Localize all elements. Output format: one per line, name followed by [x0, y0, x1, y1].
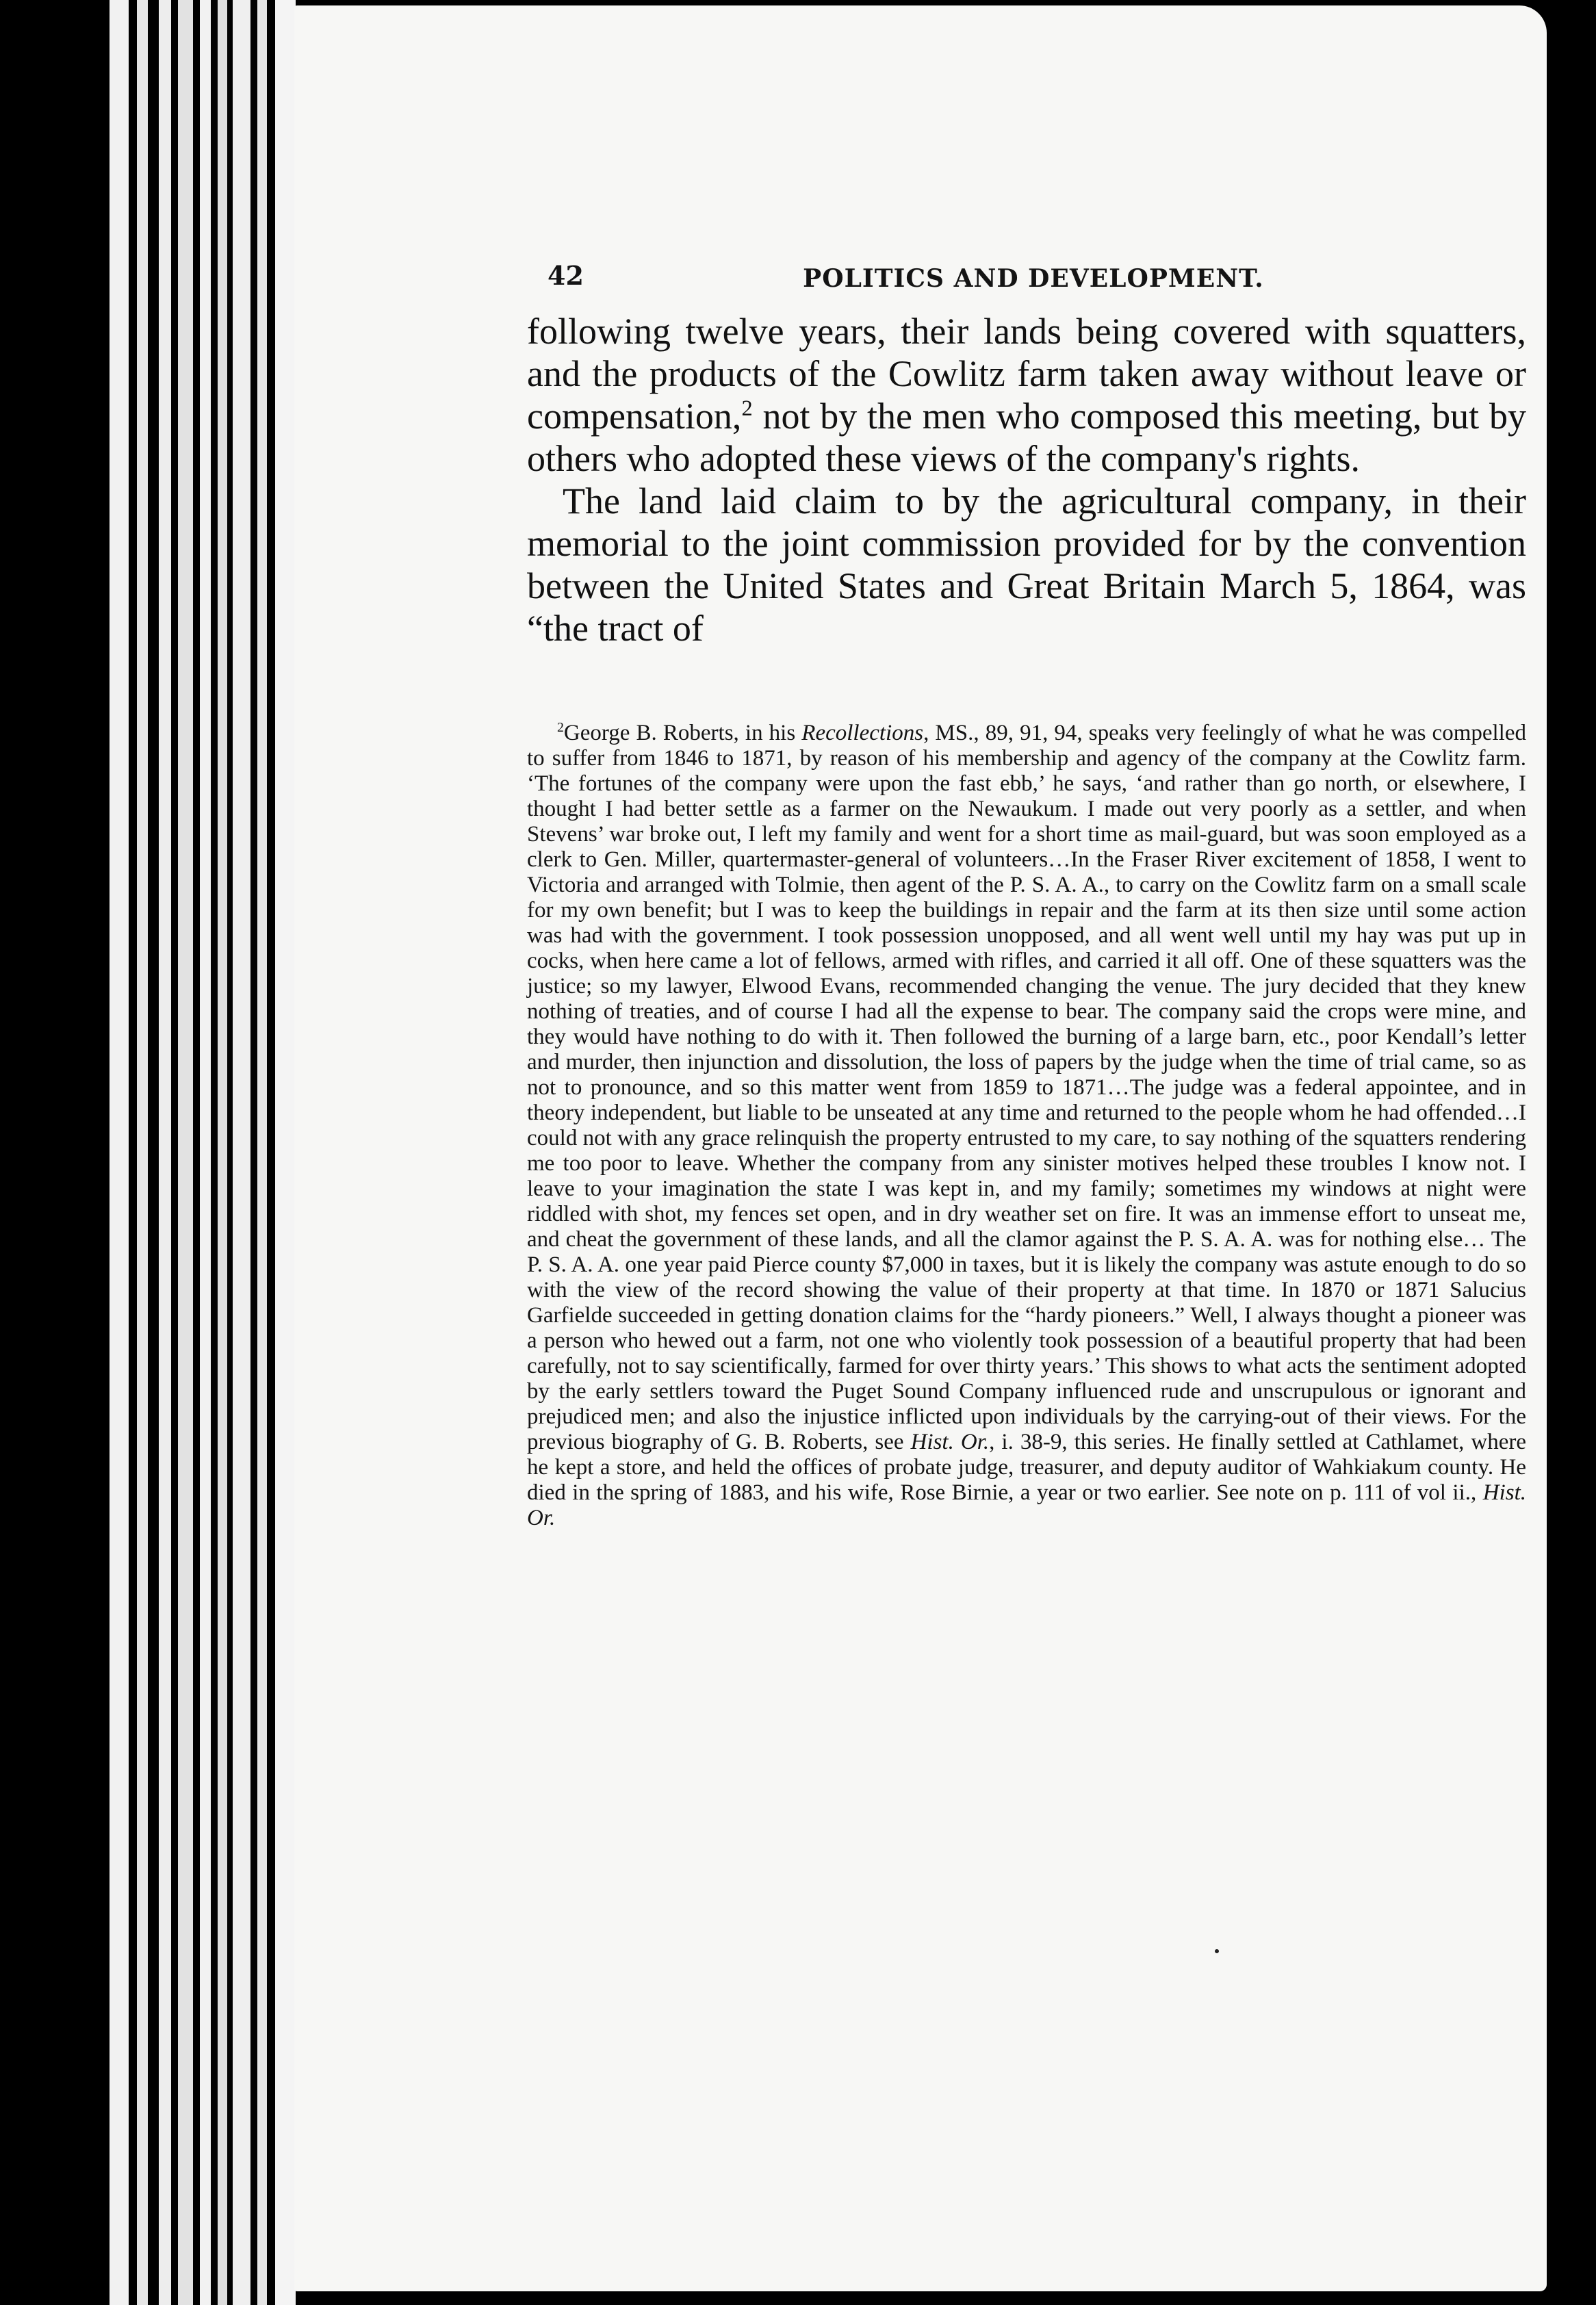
scan-speck	[1215, 1949, 1219, 1953]
paragraph: The land laid claim to by the agricultural company, in their memorial to the joint commission provided for by the convention between the United States and Great Britain March 5, 1864, was “the tract of	[527, 480, 1526, 649]
footnote	[527, 721, 1526, 1531]
footnote-text: , MS., 89, 91, 94, speaks very feelingly of what he was compelled to suffer from 1846 to 1871, by reason of his membership and agency of the company at the Cowlitz farm. ‘The fortunes of the company were upon the fast ebb,’ he says, ‘and rather than go north, or elsewhere, I thought I had better settle as a farmer on the Newaukum. I made out very poorly as a settler, and when Stevens’ war broke out, I left my family and went for a short time as mail-guard, but was soon employed as a clerk to Gen. Miller, quartermaster-general of volunteers…In the Fraser River excitement of 1858, I went to Victoria and arranged with Tolmie, then agent of the P. S. A. A., to carry on the Cowlitz farm on a small scale for my own benefit; but I was to keep the buildings in repair and the farm at its then size until some action was had with the government. I took possession unopposed, and all went well until my hay was put up in cocks, when here came a lot of fellows, armed with rifles, and carried it all off. One of these squatters was the justice; so my lawyer, Elwood Evans, recommended changing the venue. The jury decided that they knew nothing of treaties, and of course I had all the expense to bear. The company said the crops were mine, and they would have nothing to do with it. Then followed the burning of a large barn, etc., poor Kendall’s letter and murder, then injunction and dissolution, the loss of papers by the judge when the time of trial came, so as not to pronounce, and so this matter went from 1859 to 1871…The judge was a federal appointee, and in theory independent, but liable to be unseated at any time and returned to the people whom he had offended…I could not with any grace relinquish the property entrusted to my care, to say nothing of the squatters rendering me too poor to leave. Whether the company from any sinister motives helped these troubles I know not. I leave to your imagination the state I was kept in, and my family; sometimes my windows at night were riddled with shot, my fences set open, and in dry weather set on fire. It was an immense effort to unseat me, and cheat the government of these lands, and all the clamor against the P. S. A. A. was for nothing else… The P. S. A. A. one year paid Pierce county $7,000 in taxes, but it is likely the company was astute enough to do so with the view of the record showing the value of their property at that time. In 1870 or 1871 Salucius Garfielde succeeded in getting donation claims for the “hardy pioneers.” Well, I always thought a pioneer was a person who hewed out a farm, not one who violently took possession of a beautiful property that had been carefully, not to say scientifically, farmed for over thirty years.’ This shows to what acts the sentiment adopted by the early settlers toward the Puget Sound Company influenced rude and unscrupulous or ignorant and prejudiced men; and also the injustice inflicted upon individuals by the carrying-out of their views. For the previous biography of G. B. Roberts, see	[527, 721, 1526, 1454]
page-edge	[257, 0, 267, 2305]
footnote-reference-title: Hist. Or.	[527, 1480, 1526, 1530]
page-header	[548, 260, 1547, 301]
page-edge	[218, 0, 227, 2305]
footnote-source-title: Recollections	[801, 721, 924, 745]
running-title: POLITICS AND DEVELOPMENT.	[803, 264, 1264, 293]
book-page-edges	[96, 0, 301, 2305]
footnote-text: George B. Roberts, in his	[563, 721, 802, 745]
paragraph-text: following twelve years, their lands being covered with squatters, and the products of the Cowlitz farm taken away without leave or compensation,	[527, 311, 1526, 437]
page-edge	[110, 0, 129, 2305]
page-edge	[137, 0, 148, 2305]
page-edge	[233, 0, 250, 2305]
page-edge	[275, 0, 296, 2305]
page-edge	[200, 0, 211, 2305]
page-edge	[178, 0, 193, 2305]
footnote-reference: 2	[741, 396, 753, 421]
footnote-marker: 2	[557, 720, 564, 735]
paragraph-continuation	[527, 310, 1526, 480]
main-text	[527, 310, 1526, 649]
book-page	[294, 5, 1547, 2291]
page-edge	[159, 0, 171, 2305]
footnote-reference-title: Hist. Or.	[910, 1430, 990, 1454]
paragraph-text: not by the men who composed this meeting, but by others who adopted these views of the company's rights.	[527, 396, 1526, 479]
footnote-text: , i. 38-9, this series. He finally settled at Cathlamet, where he kept a store, and held the offices of probate judge, treasurer, and deputy auditor of Wahkiakum county. He died in the spring of 1883, and his wife, Rose Birnie, a year or two earlier. See note on p. 111 of vol ii.,	[527, 1430, 1526, 1505]
page-number: 42	[548, 260, 584, 291]
